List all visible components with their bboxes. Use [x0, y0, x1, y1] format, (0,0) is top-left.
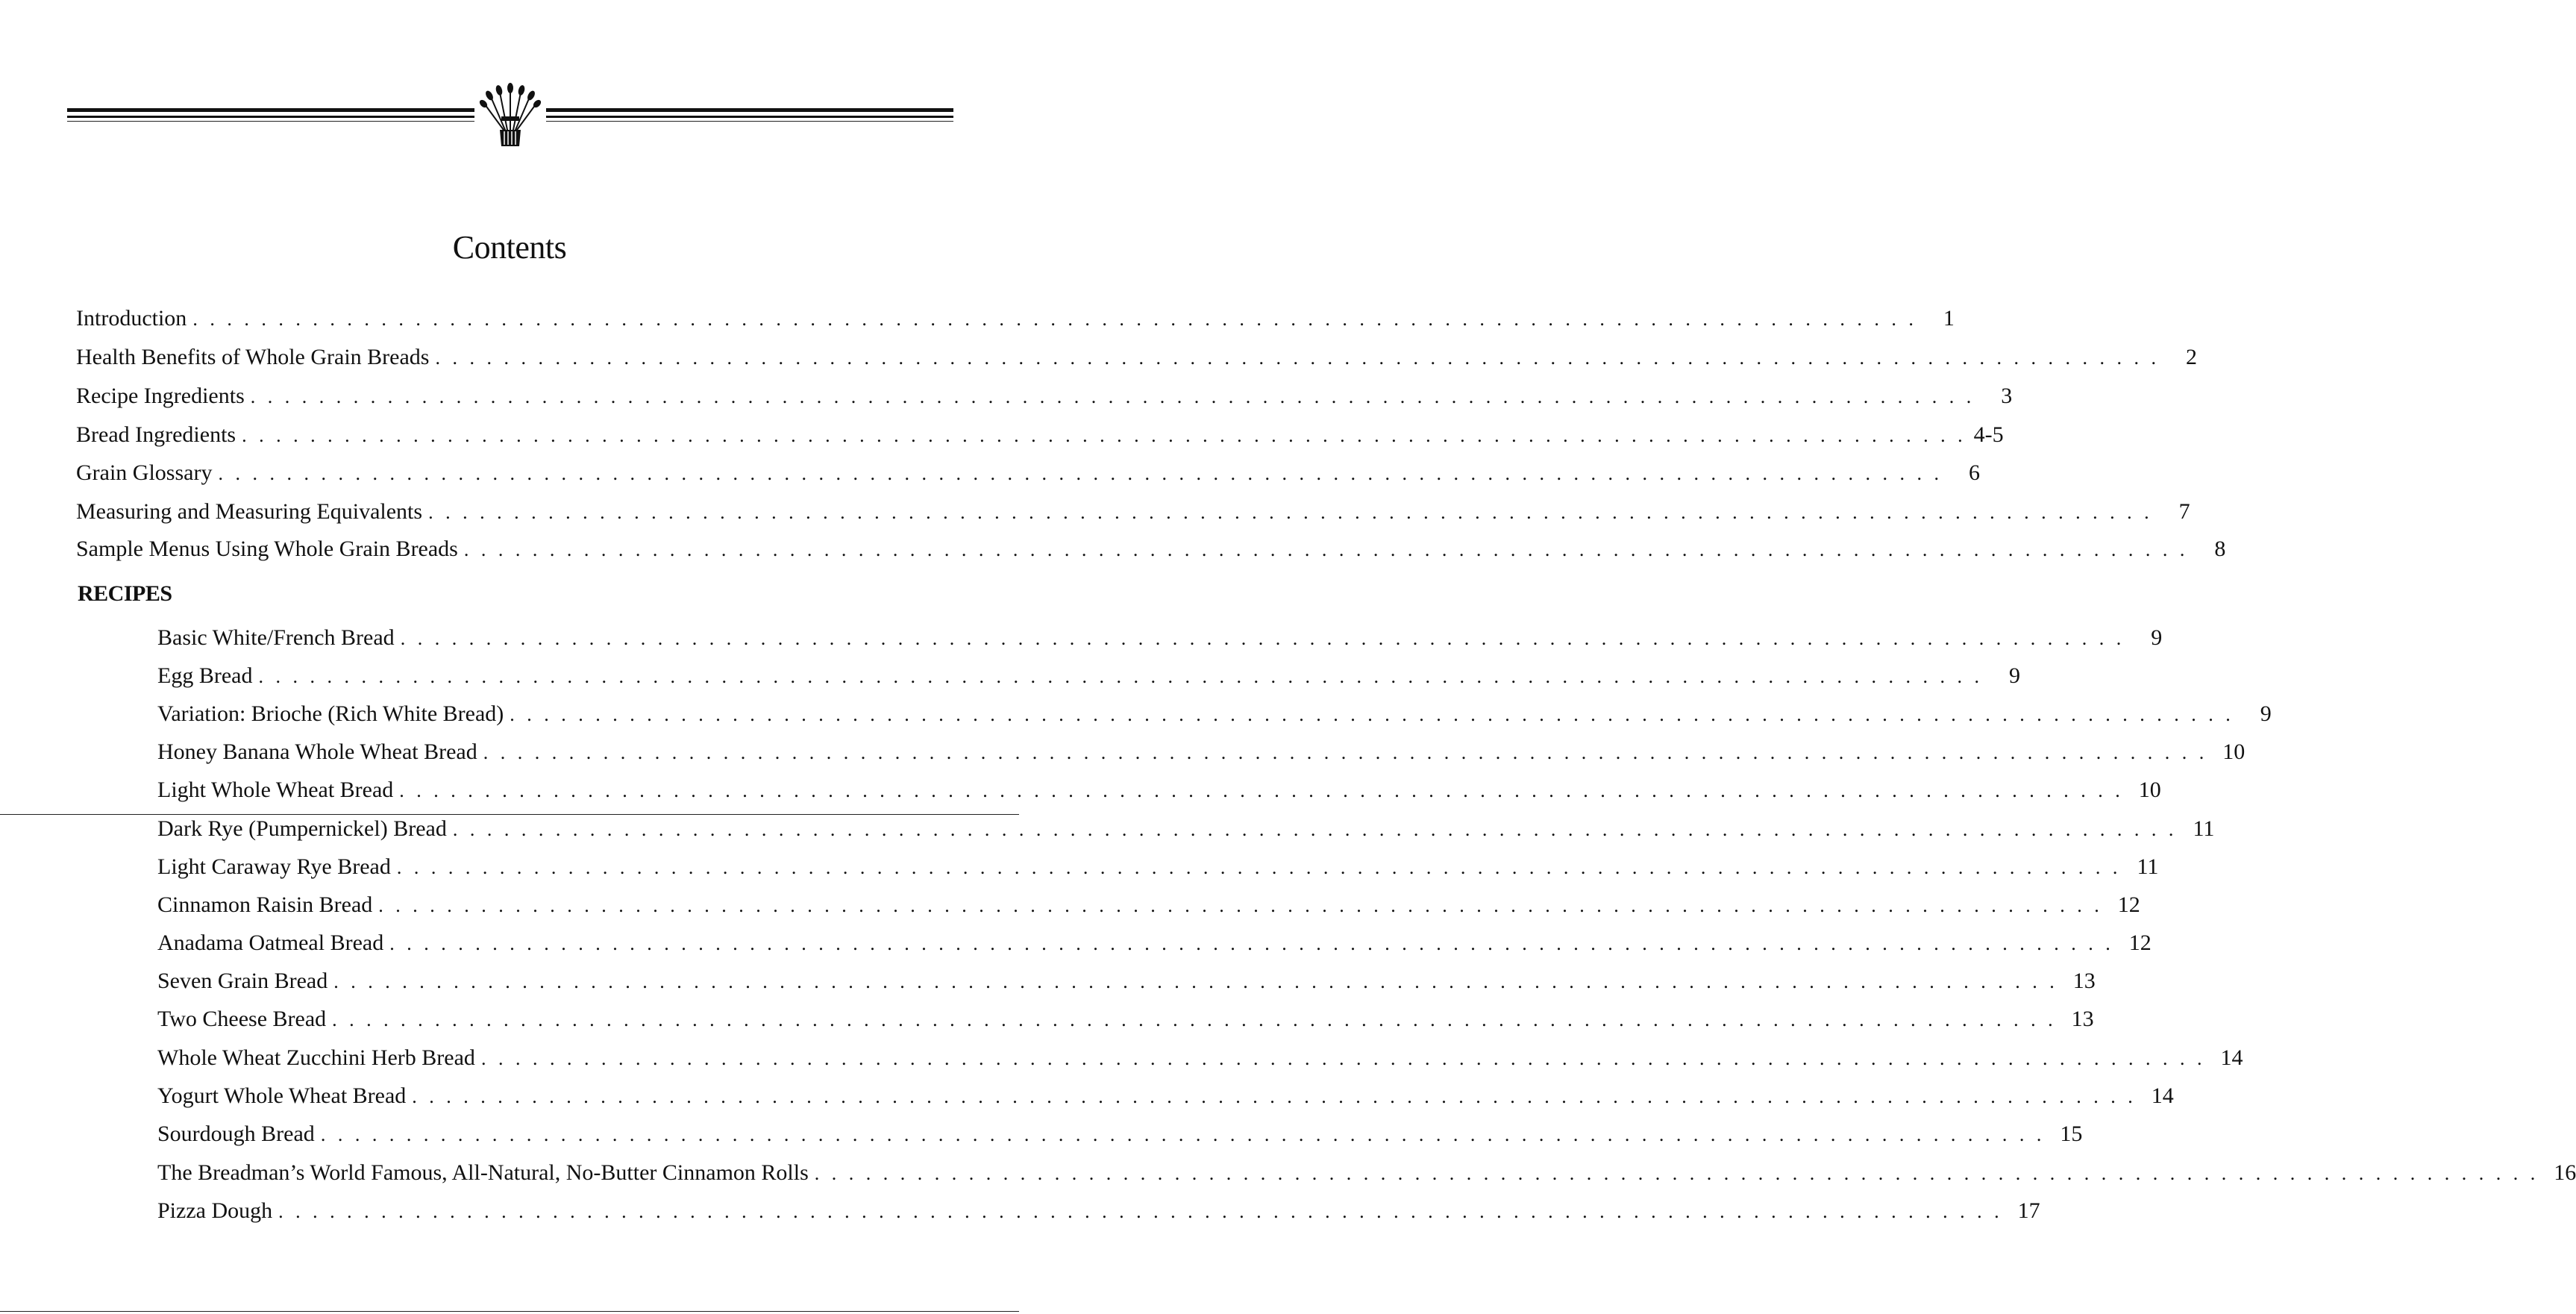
toc-entry	[76, 304, 1955, 334]
toc-entry	[157, 1081, 2174, 1111]
toc-entry-label: Introduction	[76, 306, 187, 331]
toc-entry-label: Health Benefits of Whole Grain Breads	[76, 345, 430, 369]
toc-entry-page: 17	[2017, 1198, 2040, 1223]
dot-leader: . . . . . . . . . . . . . . . . . . . . . . . . . . . . . . . . . . . . . . . . . . . . . . . . . . . . . . . . . . . . . . . . . . . . . . . . . . . . . . . . . . . . . . . . . . . . . . . . . . . . .	[452, 819, 2178, 840]
toc-entry-label: Recipe Ingredients	[76, 384, 245, 408]
toc-entry-label: Pizza Dough	[157, 1198, 273, 1223]
toc-entry-label: Bread Ingredients	[76, 422, 236, 447]
toc-entry-label: Basic White/French Bread	[157, 625, 395, 650]
dot-leader: . . . . . . . . . . . . . . . . . . . . . . . . . . . . . . . . . . . . . . . . . . . . . . . . . . . . . . . . . . . . . . . . . . . . . . . . . . . . . . . . . . . . . . . . . . . . . . . . . . . . .	[480, 1048, 2206, 1069]
toc-entry	[157, 814, 2215, 844]
dot-leader: . . . . . . . . . . . . . . . . . . . . . . . . . . . . . . . . . . . . . . . . . . . . . . . . . . . . . . . . . . . . . . . . . . . . . . . . . . . . . . . . . . . . . . . . . . . . . . . . . . . . .	[192, 308, 1917, 330]
toc-entry-label: Whole Wheat Zucchini Herb Bread	[157, 1045, 475, 1070]
toc-entry-page: 7	[2178, 499, 2190, 524]
toc-entry	[157, 737, 2246, 767]
page-edge-line	[0, 1311, 1019, 1312]
toc-entry-page: 1	[1943, 306, 1955, 331]
toc-entry-label: Variation: Brioche (Rich White Bread)	[157, 701, 504, 726]
dot-leader: . . . . . . . . . . . . . . . . . . . . . . . . . . . . . . . . . . . . . . . . . . . . . . . . . . . . . . . . . . . . . . . . . . . . . . . . . . . . . . . . . . . . . . . . . . . . . . . . . . . . .	[463, 539, 2189, 560]
dot-leader: . . . . . . . . . . . . . . . . . . . . . . . . . . . . . . . . . . . . . . . . . . . . . . . . . . . . . . . . . . . . . . . . . . . . . . . . . . . . . . . . . . . . . . . . . . . . . . . . . . . . .	[278, 1201, 2003, 1222]
toc-entry-page: 13	[2071, 1007, 2094, 1031]
dot-leader: . . . . . . . . . . . . . . . . . . . . . . . . . . . . . . . . . . . . . . . . . . . . . . . . . . . . . . . . . . . . . . . . . . . . . . . . . . . . . . . . . . . . . . . . . . . . . . . . . . . . .	[428, 501, 2153, 523]
toc-entry-page: 10	[2138, 778, 2161, 802]
toc-entry-label: Sourdough Bread	[157, 1121, 315, 1146]
toc-entry	[157, 775, 2161, 805]
section-heading: RECIPES	[78, 581, 172, 606]
dot-leader: . . . . . . . . . . . . . . . . . . . . . . . . . . . . . . . . . . . . . . . . . . . . . . . . . . . . . . . . . . . . . . . . . . . . . . . . . . . . . . . . . . . . . . . . . . . . . . . . . . . . .	[378, 895, 2103, 916]
toc-entry-page: 12	[2117, 892, 2140, 917]
dot-leader: . . . . . . . . . . . . . . . . . . . . . . . . . . . . . . . . . . . . . . . . . . . . . . . . . . . . . . . . . . . . . . . . . . . . . . . . . . . . . . . . . . . . . . . . . . . . . . . . . . . . .	[242, 425, 1967, 446]
toc-entry	[157, 661, 2020, 691]
toc-entry-page: 14	[2220, 1045, 2243, 1070]
toc-entry	[76, 534, 2226, 564]
toc-entry-page: 11	[2137, 854, 2159, 879]
toc-entry	[76, 458, 1980, 488]
dot-leader: . . . . . . . . . . . . . . . . . . . . . . . . . . . . . . . . . . . . . . . . . . . . . . . . . . . . . . . . . . . . . . . . . . . . . . . . . . . . . . . . . . . . . . . . . . . . . . . . . . . . .	[389, 933, 2114, 954]
toc-entry-page: 8	[2214, 536, 2226, 561]
toc-entry	[76, 381, 2013, 411]
dot-leader: . . . . . . . . . . . . . . . . . . . . . . . . . . . . . . . . . . . . . . . . . . . . . . . . . . . . . . . . . . . . . . . . . . . . . . . . . . . . . . . . . . . . . . . . . . . . . . . . . . . . .	[332, 1009, 2057, 1030]
toc-entry-label: Seven Grain Bread	[157, 969, 328, 993]
toc-entry-page: 16	[2554, 1160, 2576, 1185]
toc-entry-label: Measuring and Measuring Equivalents	[76, 499, 423, 524]
toc-entry-page: 9	[2151, 625, 2163, 650]
toc-entry-page: 6	[1968, 460, 1980, 485]
toc-entry-label: Grain Glossary	[76, 460, 213, 485]
toc-entry-label: Yogurt Whole Wheat Bread	[157, 1083, 407, 1108]
toc-entry-page: 15	[2060, 1121, 2083, 1146]
dot-leader: . . . . . . . . . . . . . . . . . . . . . . . . . . . . . . . . . . . . . . . . . . . . . . . . . . . . . . . . . . . . . . . . . . . . . . . . . . . . . . . . . . . . . . . . . . . . . . . . . . . . .	[333, 971, 2058, 992]
toc-entry-page: 2	[2185, 345, 2197, 369]
dot-leader: . . . . . . . . . . . . . . . . . . . . . . . . . . . . . . . . . . . . . . . . . . . . . . . . . . . . . . . . . . . . . . . . . . . . . . . . . . . . . . . . . . . . . . . . . . . . . . . . . . . . .	[510, 704, 2234, 725]
toc-entry	[76, 497, 2190, 527]
toc-entry	[157, 1158, 2576, 1188]
toc-entry-page: 9	[2008, 663, 2020, 688]
dot-leader: . . . . . . . . . . . . . . . . . . . . . . . . . . . . . . . . . . . . . . . . . . . . . . . . . . . . . . . . . . . . . . . . . . . . . . . . . . . . . . . . . . . . . . . . . . . . . . . . . . . . .	[218, 463, 1943, 484]
dot-leader: . . . . . . . . . . . . . . . . . . . . . . . . . . . . . . . . . . . . . . . . . . . . . . . . . . . . . . . . . . . . . . . . . . . . . . . . . . . . . . . . . . . . . . . . . . . . . . . . . . . . .	[435, 347, 2160, 369]
toc-entry	[157, 852, 2159, 882]
dot-leader: . . . . . . . . . . . . . . . . . . . . . . . . . . . . . . . . . . . . . . . . . . . . . . . . . . . . . . . . . . . . . . . . . . . . . . . . . . . . . . . . . . . . . . . . . . . . . . . . . . . . .	[250, 386, 1975, 407]
dot-leader: . . . . . . . . . . . . . . . . . . . . . . . . . . . . . . . . . . . . . . . . . . . . . . . . . . . . . . . . . . . . . . . . . . . . . . . . . . . . . . . . . . . . . . . . . . . . . . . . . . . . .	[814, 1163, 2539, 1184]
toc-entry	[157, 699, 2272, 729]
toc-entry-page: 4-5	[1973, 422, 2004, 447]
toc-entry	[157, 928, 2152, 958]
dot-leader: . . . . . . . . . . . . . . . . . . . . . . . . . . . . . . . . . . . . . . . . . . . . . . . . . . . . . . . . . . . . . . . . . . . . . . . . . . . . . . . . . . . . . . . . . . . . . . . . . . . . .	[258, 666, 1983, 687]
dot-leader: . . . . . . . . . . . . . . . . . . . . . . . . . . . . . . . . . . . . . . . . . . . . . . . . . . . . . . . . . . . . . . . . . . . . . . . . . . . . . . . . . . . . . . . . . . . . . . . . . . . . .	[400, 628, 2125, 649]
wheat-sheaf-icon	[474, 78, 546, 149]
toc-entry-label: Light Caraway Rye Bread	[157, 854, 391, 879]
toc-entry	[76, 420, 2004, 450]
dot-leader: . . . . . . . . . . . . . . . . . . . . . . . . . . . . . . . . . . . . . . . . . . . . . . . . . . . . . . . . . . . . . . . . . . . . . . . . . . . . . . . . . . . . . . . . . . . . . . . . . . . . .	[483, 742, 2208, 763]
toc-entry-label: Egg Bread	[157, 663, 253, 688]
toc-entry	[76, 342, 2197, 372]
toc-entry-page: 10	[2222, 739, 2246, 764]
toc-entry-label: Two Cheese Bread	[157, 1007, 327, 1031]
toc-entry-page: 3	[2001, 384, 2013, 408]
page-title: Contents	[452, 229, 567, 266]
dot-leader: . . . . . . . . . . . . . . . . . . . . . . . . . . . . . . . . . . . . . . . . . . . . . . . . . . . . . . . . . . . . . . . . . . . . . . . . . . . . . . . . . . . . . . . . . . . . . . . . . . . . .	[396, 857, 2122, 878]
toc-entry	[157, 890, 2140, 920]
toc-entry	[157, 966, 2096, 996]
toc-entry-label: Dark Rye (Pumpernickel) Bread	[157, 816, 447, 841]
toc-entry-page: 12	[2128, 930, 2152, 955]
toc-entry-page: 13	[2072, 969, 2096, 993]
dot-leader: . . . . . . . . . . . . . . . . . . . . . . . . . . . . . . . . . . . . . . . . . . . . . . . . . . . . . . . . . . . . . . . . . . . . . . . . . . . . . . . . . . . . . . . . . . . . . . . . . . . . .	[320, 1124, 2046, 1145]
toc-entry	[157, 1043, 2243, 1073]
toc-entry	[157, 1196, 2040, 1226]
toc-entry-label: The Breadman’s World Famous, All-Natural, No-Butter Cinnamon Rolls	[157, 1160, 809, 1185]
toc-entry-label: Honey Banana Whole Wheat Bread	[157, 739, 477, 764]
toc-entry-page: 9	[2260, 701, 2272, 726]
dot-leader: . . . . . . . . . . . . . . . . . . . . . . . . . . . . . . . . . . . . . . . . . . . . . . . . . . . . . . . . . . . . . . . . . . . . . . . . . . . . . . . . . . . . . . . . . . . . . . . . . . . . .	[399, 780, 2124, 801]
toc-entry	[157, 1119, 2083, 1149]
toc-entry	[157, 623, 2163, 653]
toc-entry-label: Cinnamon Raisin Bread	[157, 892, 373, 917]
toc-entry-page: 14	[2151, 1083, 2174, 1108]
dot-leader: . . . . . . . . . . . . . . . . . . . . . . . . . . . . . . . . . . . . . . . . . . . . . . . . . . . . . . . . . . . . . . . . . . . . . . . . . . . . . . . . . . . . . . . . . . . . . . . . . . . . .	[412, 1086, 2137, 1107]
toc-entry	[157, 1004, 2094, 1034]
toc-entry-label: Sample Menus Using Whole Grain Breads	[76, 536, 458, 561]
toc-entry-label: Light Whole Wheat Bread	[157, 778, 394, 802]
toc-entry-label: Anadama Oatmeal Bread	[157, 930, 384, 955]
toc-entry-page: 11	[2193, 816, 2215, 841]
